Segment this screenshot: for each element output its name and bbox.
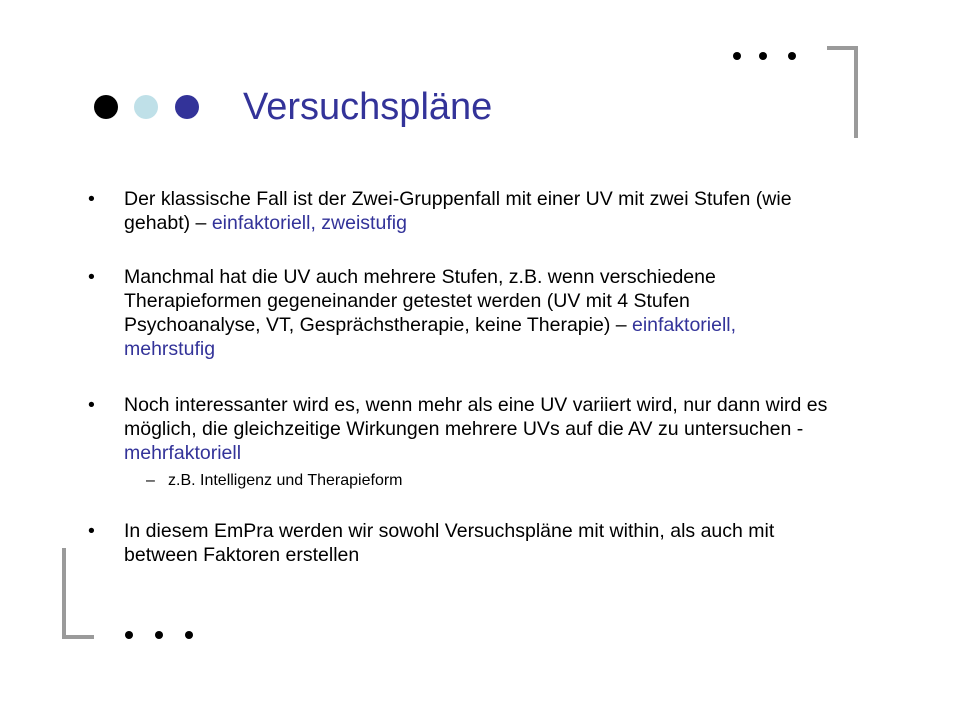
sub-bullet-item xyxy=(88,471,828,491)
deco-small-dot xyxy=(185,631,193,639)
deco-dot-black xyxy=(94,95,118,119)
bullet-text: Manchmal hat die UV auch mehrere Stufen, z.B. wenn verschiedene Therapieformen gegeneinander getestet werden (UV mit 4 Stufen Psychoanalyse, VT, Gesprächstherapie, keine Therapie) – xyxy=(124,266,716,336)
bullet-item xyxy=(88,187,828,235)
bullet-accent: mehrfaktoriell xyxy=(124,442,242,464)
deco-small-dot xyxy=(155,631,163,639)
deco-small-dot xyxy=(125,631,133,639)
deco-small-dot xyxy=(759,52,767,60)
deco-dot-lightblue xyxy=(134,95,158,119)
bullet-item xyxy=(88,393,828,465)
bullet-mark: • xyxy=(88,266,95,288)
bullet-text: Der klassische Fall ist der Zwei-Gruppenfall mit einer UV mit zwei Stufen (wie gehabt) – xyxy=(124,188,792,234)
deco-dot-blue xyxy=(175,95,199,119)
bullet-accent: einfaktoriell, zweistufig xyxy=(211,212,407,234)
sub-bullet-mark: – xyxy=(146,472,155,489)
bullet-mark: • xyxy=(88,188,95,210)
deco-bracket-top-right xyxy=(827,46,858,138)
slide-title: Versuchspläne xyxy=(243,86,493,128)
deco-small-dot xyxy=(788,52,796,60)
bullet-mark: • xyxy=(88,520,95,542)
bullet-text: Noch interessanter wird es, wenn mehr als eine UV variiert wird, nur dann wird es möglich, die gleichzeitige Wirkungen mehrere UVs auf die AV zu untersuchen - xyxy=(124,394,828,440)
bullet-accent: einfaktoriell, mehrstufig xyxy=(124,314,737,360)
sub-bullet-text: z.B. Intelligenz und Therapieform xyxy=(168,472,403,489)
bullet-text: In diesem EmPra werden wir sowohl Versuchspläne mit within, als auch mit between Faktoren erstellen xyxy=(124,520,775,566)
deco-small-dot xyxy=(733,52,741,60)
slide-content xyxy=(88,187,828,567)
bullet-item xyxy=(88,265,828,361)
bullet-item xyxy=(88,519,828,567)
bullet-mark: • xyxy=(88,394,95,416)
